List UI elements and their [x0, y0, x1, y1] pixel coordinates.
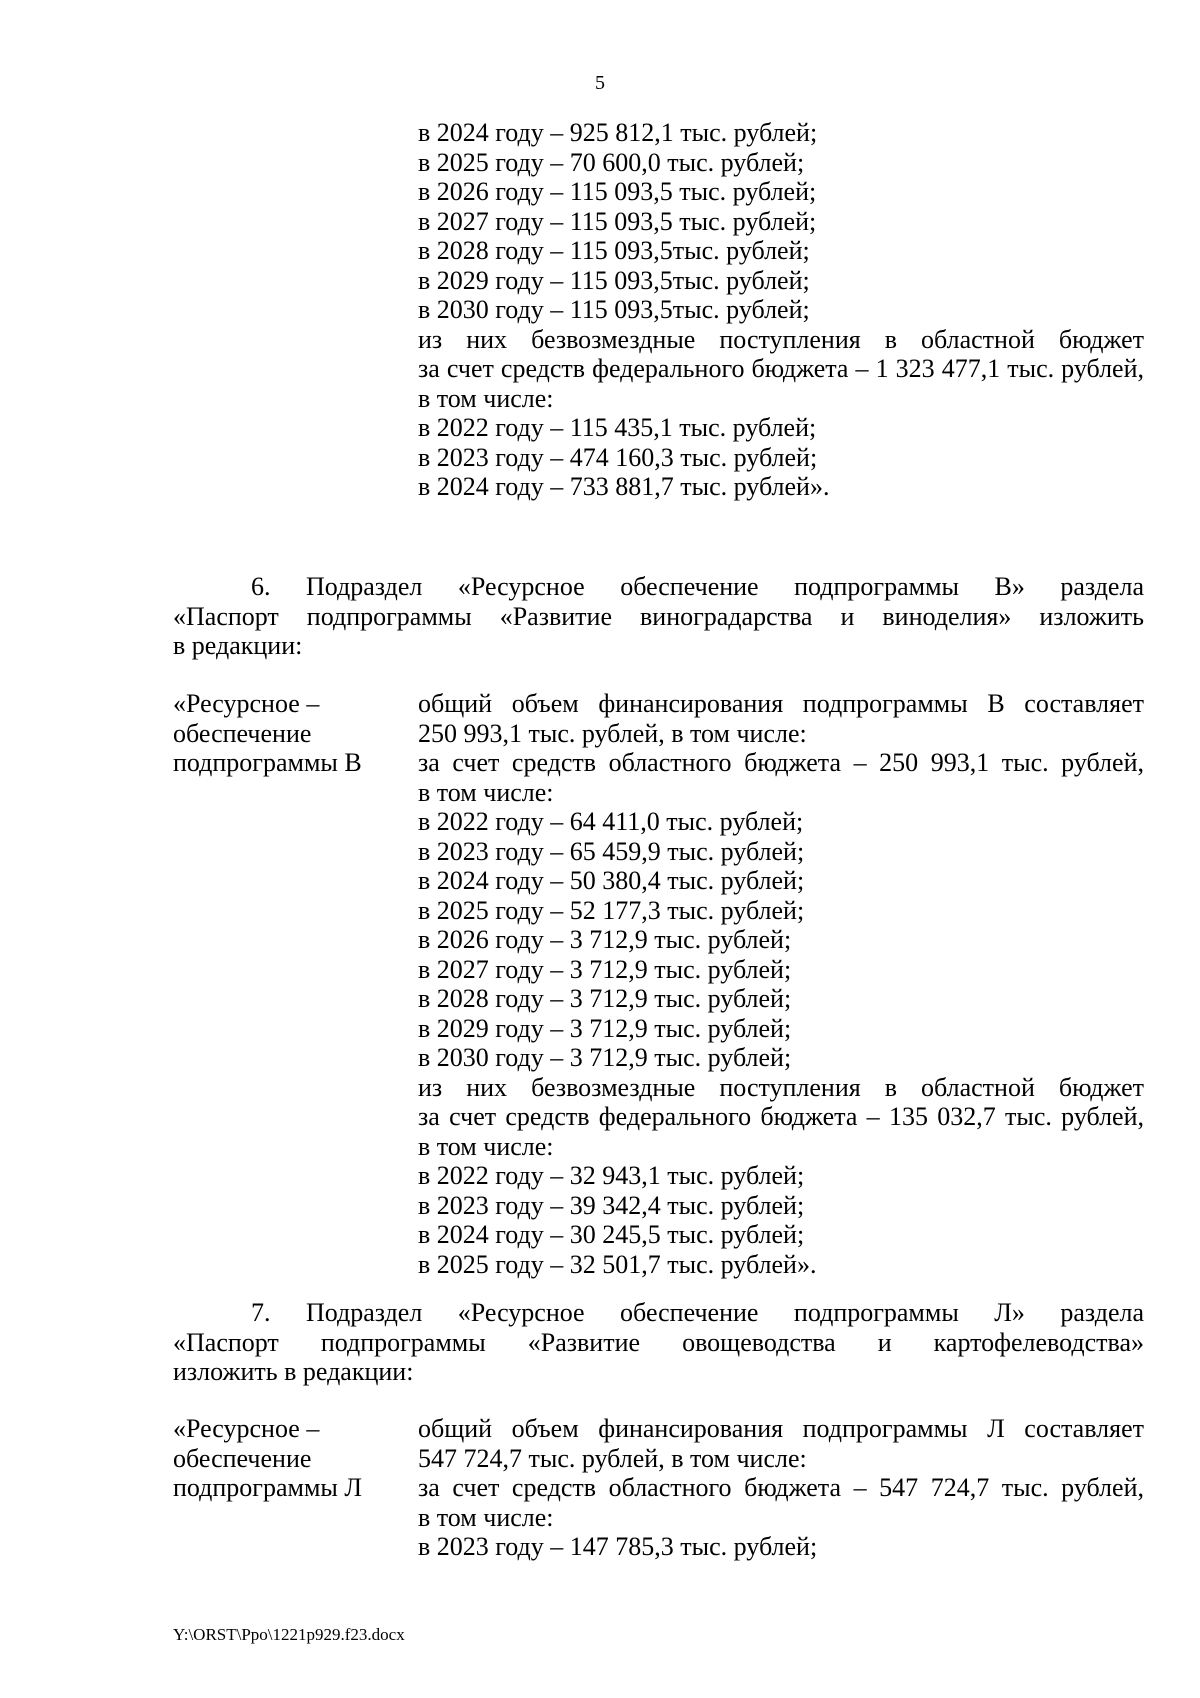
- paragraph-line: «Паспорт подпрограммы «Развитие виноградарства и виноделия» изложить: [173, 601, 1144, 631]
- content-line: в 2028 году – 3 712,9 тыс. рублей;: [418, 984, 792, 1013]
- content-line: в том числе:: [418, 1502, 554, 1532]
- content-line: из них безвозмездные поступления в областной бюджет: [418, 1072, 1144, 1102]
- content-line: в 2029 году – 3 712,9 тыс. рублей;: [418, 1013, 792, 1043]
- section7-paragraph: [173, 1298, 1144, 1387]
- text-line: в 2024 году – 733 881,7 тыс. рублей».: [418, 472, 830, 501]
- paragraph-line: 7. Подраздел «Ресурсное обеспечение подпрограммы Л» раздела: [251, 1298, 1144, 1327]
- content-line: за счет средств областного бюджета – 547 724,7 тыс. рублей,: [418, 1473, 1144, 1502]
- text-line: в 2022 году – 115 435,1 тыс. рублей;: [418, 413, 817, 442]
- content-line: в том числе:: [418, 777, 554, 807]
- content-line: в 2023 году – 65 459,9 тыс. рублей;: [418, 836, 805, 866]
- paragraph-line: в редакции:: [173, 631, 303, 660]
- content-line: в 2026 году – 3 712,9 тыс. рублей;: [418, 925, 792, 954]
- section7-label: [173, 1414, 393, 1503]
- paragraph-line: 6. Подраздел «Ресурсное обеспечение подпрограммы В» раздела: [251, 572, 1144, 601]
- paragraph-line: изложить в редакции:: [173, 1357, 414, 1386]
- text-line: в 2028 году – 115 093,5тыс. рублей;: [418, 236, 810, 265]
- label-line: обеспечение: [173, 1443, 312, 1473]
- content-line: в 2022 году – 64 411,0 тыс. рублей;: [418, 807, 804, 836]
- label-line: подпрограммы В: [173, 748, 362, 777]
- label-line: «Ресурсное –: [173, 689, 320, 718]
- text-line: в том числе:: [418, 383, 554, 413]
- content-line: в 2030 году – 3 712,9 тыс. рублей;: [418, 1043, 792, 1072]
- content-line: в 2023 году – 147 785,3 тыс. рублей;: [418, 1532, 818, 1561]
- content-line: за счет средств областного бюджета – 250 993,1 тыс. рублей,: [418, 748, 1144, 777]
- content-line: в 2023 году – 39 342,4 тыс. рублей;: [418, 1190, 805, 1220]
- continuation-lines: [418, 118, 1144, 502]
- content-line: 250 993,1 тыс. рублей, в том числе:: [418, 718, 807, 748]
- content-line: за счет средств федерального бюджета – 135 032,7 тыс. рублей,: [418, 1102, 1144, 1131]
- content-line: в 2025 году – 52 177,3 тыс. рублей;: [418, 895, 805, 925]
- text-line: в 2024 году – 925 812,1 тыс. рублей;: [418, 118, 818, 147]
- label-line: подпрограммы Л: [173, 1473, 363, 1502]
- content-line: в 2024 году – 50 380,4 тыс. рублей;: [418, 866, 805, 895]
- text-line: в 2030 году – 115 093,5тыс. рублей;: [418, 295, 810, 324]
- section6-content: [418, 689, 1144, 1279]
- text-line: в 2026 году – 115 093,5 тыс. рублей;: [418, 177, 817, 206]
- content-line: в 2022 году – 32 943,1 тыс. рублей;: [418, 1161, 805, 1190]
- label-line: обеспечение: [173, 718, 312, 748]
- section7-content: [418, 1414, 1144, 1562]
- content-line: в том числе:: [418, 1131, 554, 1161]
- paragraph-line: «Паспорт подпрограммы «Развитие овощеводства и картофелеводства»: [173, 1327, 1144, 1357]
- section6-paragraph: [173, 572, 1144, 661]
- text-line: в 2029 году – 115 093,5тыс. рублей;: [418, 265, 810, 295]
- text-line: за счет средств федерального бюджета – 1 323 477,1 тыс. рублей,: [418, 354, 1144, 383]
- content-line: общий объем финансирования подпрограммы В составляет: [418, 689, 1144, 718]
- content-line: 547 724,7 тыс. рублей, в том числе:: [418, 1443, 807, 1473]
- text-line: в 2025 году – 70 600,0 тыс. рублей;: [418, 147, 805, 177]
- page-number: 5: [595, 72, 605, 94]
- file-path-footer: Y:\ORST\Ppo\1221p929.f23.docx: [173, 1625, 405, 1644]
- content-line: в 2027 году – 3 712,9 тыс. рублей;: [418, 954, 792, 984]
- content-line: в 2025 году – 32 501,7 тыс. рублей».: [418, 1249, 817, 1279]
- section6-label: [173, 689, 393, 778]
- text-line: в 2023 году – 474 160,3 тыс. рублей;: [418, 442, 818, 472]
- content-line: общий объем финансирования подпрограммы Л составляет: [418, 1414, 1144, 1443]
- content-line: в 2024 году – 30 245,5 тыс. рублей;: [418, 1220, 805, 1249]
- label-line: «Ресурсное –: [173, 1414, 320, 1443]
- text-line: в 2027 году – 115 093,5 тыс. рублей;: [418, 206, 817, 236]
- text-line: из них безвозмездные поступления в областной бюджет: [418, 324, 1144, 354]
